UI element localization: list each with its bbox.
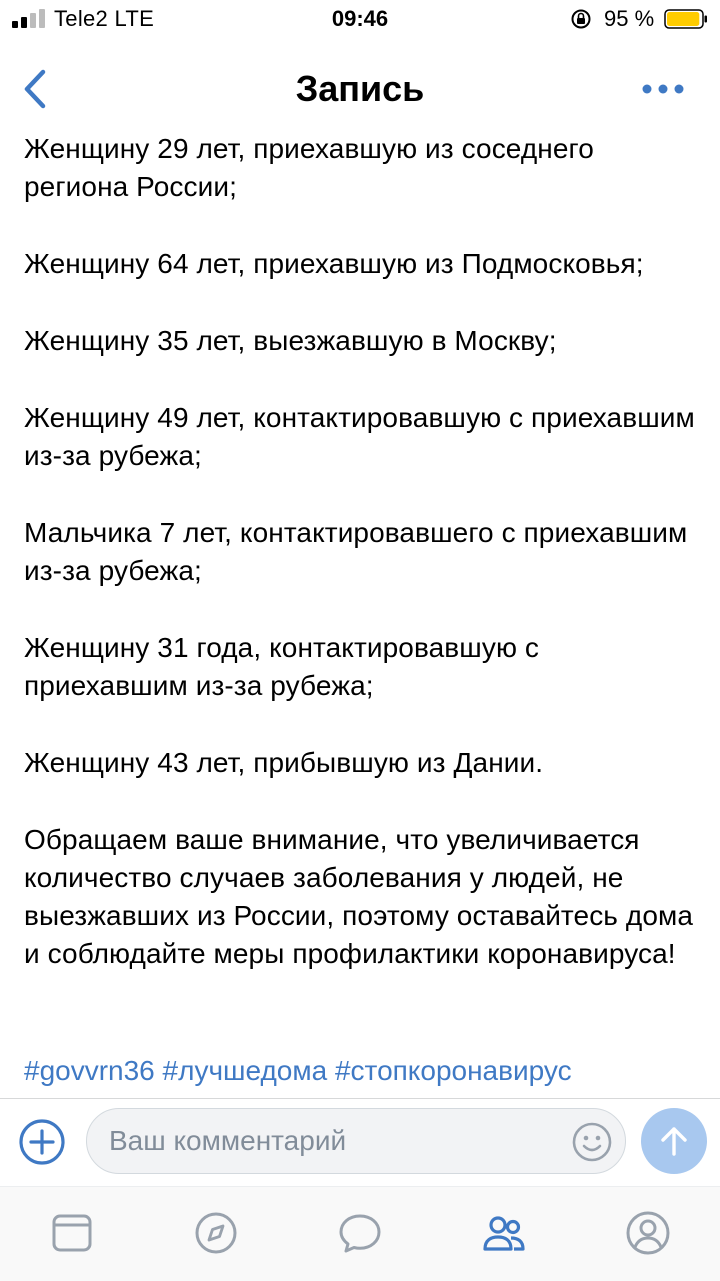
post-paragraph: Женщину 35 лет, выезжавшую в Москву; — [24, 325, 557, 356]
messages-icon[interactable] — [336, 1209, 384, 1257]
more-horizontal-icon[interactable] — [636, 72, 690, 106]
hashtag-link[interactable]: #лучшедома — [162, 1055, 328, 1086]
arrow-up-icon — [658, 1124, 690, 1158]
compass-icon[interactable] — [192, 1209, 240, 1257]
profile-icon[interactable] — [624, 1209, 672, 1257]
hashtags — [24, 1052, 572, 1090]
plus-circle-icon[interactable] — [18, 1118, 66, 1166]
post-text — [24, 130, 704, 1012]
friends-icon[interactable] — [480, 1209, 528, 1257]
comment-bar — [0, 1100, 720, 1186]
post-paragraph: Женщину 31 года, контактировавшую с приехавшим из-за рубежа; — [24, 632, 540, 701]
send-button[interactable] — [641, 1108, 707, 1174]
post-paragraph: Обращаем ваше внимание, что увеличивается количество случаев заболевания у людей, не выезжавших из России, поэтому оставайтесь дома и соблюдайте меры профилактики коронавируса! — [24, 824, 694, 969]
comment-placeholder: Ваш комментарий — [109, 1125, 347, 1156]
nav-header — [0, 50, 720, 130]
battery-percent: 95 % — [604, 6, 655, 31]
hashtag-link[interactable]: #стопкоронавирус — [334, 1055, 572, 1086]
page-title: Запись — [295, 68, 425, 109]
newsfeed-icon[interactable] — [48, 1209, 96, 1257]
carrier-label: Tele2 LTE — [54, 6, 155, 31]
rotation-lock-icon — [570, 8, 592, 30]
post-paragraph: Женщину 64 лет, приехавшую из Подмосковья; — [24, 248, 644, 279]
post-paragraph: Женщину 29 лет, приехавшую из соседнего региона России; — [24, 133, 594, 202]
divider — [0, 1098, 720, 1099]
comment-input[interactable] — [86, 1108, 626, 1174]
post-paragraph: Женщину 43 лет, прибывшую из Дании. — [24, 747, 544, 778]
tab-bar — [0, 1186, 720, 1281]
battery-icon — [664, 9, 708, 29]
post-paragraph: Мальчика 7 лет, контактировавшего с приехавшим из-за рубежа; — [24, 517, 688, 586]
post-paragraph: Женщину 49 лет, контактировавшую с приехавшим из-за рубежа; — [24, 402, 695, 471]
status-bar — [0, 0, 720, 40]
status-time: 09:46 — [331, 6, 389, 31]
hashtag-link[interactable]: #govvrn36 — [24, 1055, 155, 1086]
smile-icon[interactable] — [571, 1121, 613, 1163]
